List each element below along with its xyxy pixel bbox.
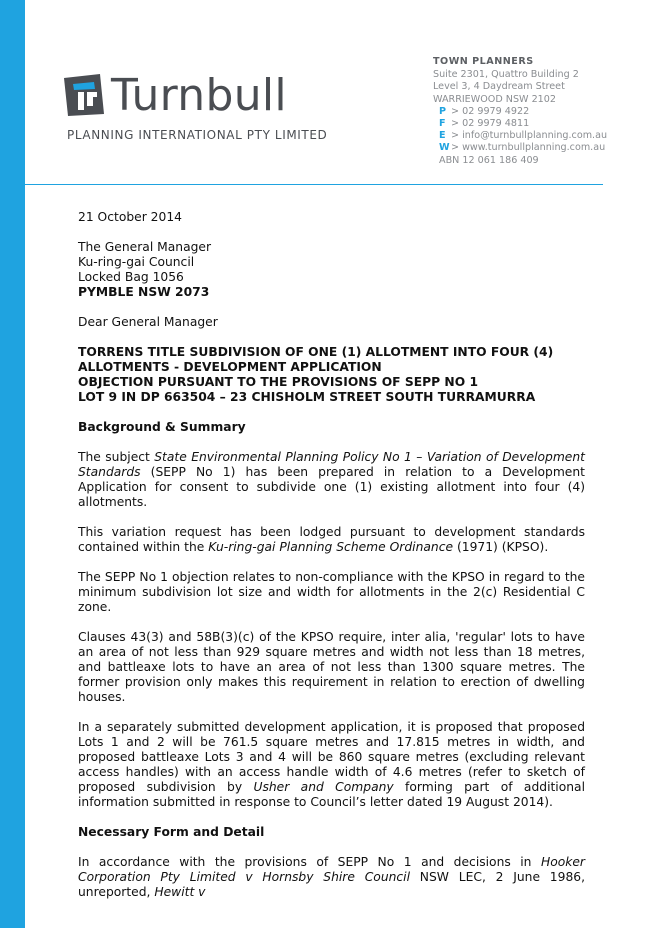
recipient-line: The General Manager (78, 240, 212, 254)
address-line: Level 3, 4 Daydream Street (433, 81, 565, 93)
address-line: Suite 2301, Quattro Building 2 (433, 69, 579, 81)
paragraph-1: The subject State Environmental Planning Policy No 1 – Variation of Development Standards (SEPP No 1) has been prepared in relation to a Development Application for consent to subdivide one (1) existing allotment into four (4) allotments. (78, 450, 585, 509)
section-heading-form: Necessary Form and Detail (78, 825, 265, 839)
section-heading-background: Background & Summary (78, 420, 246, 434)
contact-heading: TOWN PLANNERS (433, 56, 534, 67)
phone-row (433, 106, 607, 118)
paragraph-5: In a separately submitted development application, it is proposed that proposed Lots 1 and 2 will be 761.5 square metres and 17.815 metres in width, and proposed battleaxe Lots 3 and 4 will be 860 square metres (excluding relevant access handles) with an access handle width of 4.6 metres (refer to sketch of proposed subdivision by Usher and Company forming part of additional information submitted in response to Council’s letter dated 19 August 2014). (78, 720, 585, 809)
web-row (433, 142, 607, 154)
side-accent-bar (0, 0, 25, 928)
subject-line: TORRENS TITLE SUBDIVISION OF ONE (1) ALLOTMENT INTO FOUR (4) (78, 345, 554, 359)
recipient-address (78, 240, 585, 300)
subject-line: LOT 9 IN DP 663504 – 23 CHISHOLM STREET SOUTH TURRAMURRA (78, 390, 536, 404)
logo-wordmark: Turnbull (111, 70, 287, 121)
subject-line: ALLOTMENTS - DEVELOPMENT APPLICATION (78, 360, 382, 374)
abn-number: ABN 12 061 186 409 (439, 154, 539, 166)
subject-line: OBJECTION PURSUANT TO THE PROVISIONS OF SEPP NO 1 (78, 375, 478, 389)
logo-tagline: PLANNING INTERNATIONAL PTY LIMITED (67, 128, 328, 142)
recipient-line: Ku-ring-gai Council (78, 255, 195, 269)
address-line: WARRIEWOOD NSW 2102 (433, 93, 556, 105)
recipient-line: Locked Bag 1056 (78, 270, 184, 284)
paragraph-6: In accordance with the provisions of SEPP No 1 and decisions in Hooker Corporation Pty Limited v Hornsby Shire Council NSW LEC, 2 June 1986, unreported, Hewitt v (78, 855, 585, 899)
paragraph-3: The SEPP No 1 objection relates to non-compliance with the KPSO in regard to the minimum subdivision lot size and width for allotments in the 2(c) Residential C zone. (78, 570, 585, 614)
recipient-city: PYMBLE NSW 2073 (78, 285, 210, 299)
salutation: Dear General Manager (78, 315, 218, 329)
email-row (433, 130, 607, 142)
web-label: W (439, 142, 450, 154)
email-label: E (439, 130, 446, 142)
letter-date: 21 October 2014 (78, 210, 182, 224)
paragraph-2: This variation request has been lodged pursuant to development standards contained within the Ku-ring-gai Planning Scheme Ordinance (1971) (KPSO). (78, 525, 585, 554)
tp-logo-mark-icon (64, 74, 108, 116)
phone-label: P (439, 105, 447, 117)
fax-number: > 02 9979 4811 (451, 118, 530, 130)
fax-row (433, 118, 607, 130)
letter-body (78, 210, 585, 900)
fax-label: F (439, 118, 446, 130)
email-address[interactable]: > info@turnbullplanning.com.au (451, 130, 608, 142)
subject-block (78, 345, 585, 405)
paragraph-4: Clauses 43(3) and 58B(3)(c) of the KPSO require, inter alia, 'regular' lots to have an area of not less than 929 square metres and width not less than 18 metres, and battleaxe lots to have an area of not less than 1300 square metres. The former provision only makes this requirement in relation to erection of dwelling houses. (78, 630, 585, 704)
contact-block (433, 56, 607, 167)
web-address[interactable]: > www.turnbullplanning.com.au (451, 142, 606, 154)
header-divider (25, 184, 603, 185)
phone-number: > 02 9979 4922 (451, 105, 530, 117)
company-logo (64, 70, 328, 149)
